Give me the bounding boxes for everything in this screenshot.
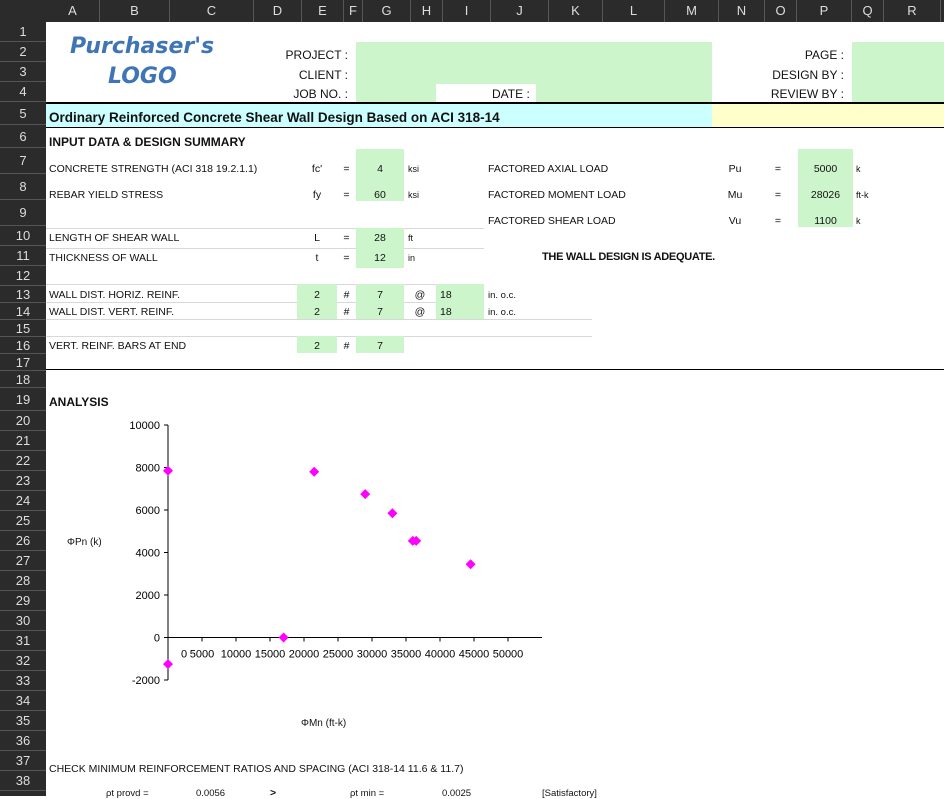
- fc-label: CONCRETE STRENGTH (ACI 318 19.2.1.1): [49, 163, 258, 175]
- row-header-17[interactable]: 17: [0, 354, 46, 371]
- column-header-j[interactable]: J: [491, 0, 549, 22]
- mu-eq: =: [774, 189, 782, 201]
- x-tick-label: 15000: [254, 648, 286, 661]
- rho-provided-label: ρt provd =: [106, 788, 149, 799]
- row-header-11[interactable]: 11: [0, 246, 46, 266]
- interaction-diagram-chart: [46, 410, 566, 740]
- row-header-2[interactable]: 2: [0, 42, 46, 62]
- data-point: [360, 489, 370, 499]
- job-no-label: JOB NO. :: [293, 87, 348, 101]
- horiz-hash: #: [343, 289, 350, 301]
- data-point: [163, 659, 173, 669]
- gridline: [46, 228, 484, 229]
- column-header-b[interactable]: B: [100, 0, 170, 22]
- row-header-21[interactable]: 21: [0, 431, 46, 451]
- y-tick-label: 8000: [135, 462, 160, 475]
- y-tick-label: -2000: [131, 675, 160, 687]
- logo-line1: Purchaser's: [70, 34, 215, 59]
- x-tick-label: 30000: [356, 648, 388, 661]
- vu-eq: =: [774, 215, 782, 227]
- row-header-16[interactable]: 16: [0, 337, 46, 354]
- row-header-31[interactable]: 31: [0, 631, 46, 651]
- column-header-bar: [0, 0, 944, 22]
- L-label: LENGTH OF SHEAR WALL: [49, 232, 180, 244]
- row-header-36[interactable]: 36: [0, 731, 46, 751]
- fy-unit: ksi: [408, 190, 419, 200]
- gridline: [46, 302, 484, 303]
- sheet-title: Ordinary Reinforced Concrete Shear Wall Design Based on ACI 318-14: [49, 110, 500, 125]
- vert-unit: in. o.c.: [488, 307, 516, 318]
- row-header-37[interactable]: 37: [0, 751, 46, 771]
- column-header-m[interactable]: M: [665, 0, 719, 22]
- L-unit: ft: [408, 233, 414, 243]
- comparison-sign: >: [270, 787, 277, 799]
- design-by-label: DESIGN BY :: [772, 68, 844, 82]
- row-header-6[interactable]: 6: [0, 125, 46, 148]
- row-header-4[interactable]: 4: [0, 82, 46, 102]
- column-header-r[interactable]: R: [884, 0, 941, 22]
- column-header-q[interactable]: Q: [852, 0, 884, 22]
- end-label: VERT. REINF. BARS AT END: [49, 340, 187, 352]
- x-tick-label: 25000: [322, 648, 354, 661]
- column-header-p[interactable]: P: [797, 0, 852, 22]
- vu-symbol: Vu: [728, 215, 742, 227]
- vert-spacing[interactable]: 18: [440, 306, 452, 318]
- row-header-38[interactable]: 38: [0, 771, 46, 791]
- project-label: PROJECT :: [285, 48, 348, 62]
- fy-value[interactable]: 60: [374, 189, 386, 201]
- vert-at: @: [414, 306, 426, 318]
- vert-bar[interactable]: 7: [377, 306, 383, 318]
- pu-label: FACTORED AXIAL LOAD: [488, 163, 609, 175]
- fc-value[interactable]: 4: [377, 163, 383, 175]
- vert-hash: #: [343, 306, 350, 318]
- page-field[interactable]: [852, 42, 944, 102]
- fy-label: REBAR YIELD STRESS: [49, 189, 164, 201]
- vert-label: WALL DIST. VERT. REINF.: [49, 306, 175, 318]
- pu-eq: =: [774, 163, 782, 175]
- vu-value[interactable]: 1100: [814, 215, 837, 227]
- row-header-9[interactable]: 9: [0, 200, 46, 226]
- row-header-22[interactable]: 22: [0, 451, 46, 471]
- data-point: [309, 467, 319, 477]
- row-header-5[interactable]: 5: [0, 102, 46, 125]
- column-header-a[interactable]: A: [46, 0, 100, 22]
- x-tick-label: 35000: [390, 648, 422, 661]
- row-header-28[interactable]: 28: [0, 571, 46, 591]
- vu-unit: k: [856, 216, 861, 226]
- data-point: [387, 508, 397, 518]
- row-header-1[interactable]: 1: [0, 22, 46, 42]
- row-header-10[interactable]: 10: [0, 226, 46, 246]
- pu-symbol: Pu: [728, 163, 742, 175]
- row-header-3[interactable]: 3: [0, 62, 46, 82]
- t-symbol: t: [315, 252, 319, 264]
- t-value[interactable]: 12: [374, 252, 386, 264]
- mu-value[interactable]: 28026: [810, 189, 841, 201]
- row-header-8[interactable]: 8: [0, 174, 46, 200]
- title-bg-right: [712, 104, 944, 127]
- x-tick-label: 5000: [189, 648, 215, 661]
- t-unit: in: [408, 253, 416, 263]
- fy-eq: =: [343, 189, 350, 201]
- column-header-d[interactable]: D: [254, 0, 302, 22]
- row-header-35[interactable]: 35: [0, 711, 46, 731]
- horiz-bar[interactable]: 7: [377, 289, 383, 301]
- chart-ylabel: ΦPn (k): [67, 537, 102, 548]
- date-label: DATE :: [492, 87, 530, 101]
- row-header-29[interactable]: 29: [0, 591, 46, 611]
- client-label: CLIENT :: [298, 68, 348, 82]
- x-tick-label: 0: [180, 648, 188, 661]
- row-header-bar: [0, 22, 46, 796]
- vu-label: FACTORED SHEAR LOAD: [488, 215, 616, 227]
- horiz-label: WALL DIST. HORIZ. REINF.: [49, 289, 181, 301]
- sheet-grid: [46, 22, 944, 799]
- check-status: [Satisfactory]: [542, 788, 597, 799]
- horiz-spacing[interactable]: 18: [440, 289, 452, 301]
- horiz-unit: in. o.c.: [488, 290, 516, 301]
- row-header-33[interactable]: 33: [0, 671, 46, 691]
- design-result: THE WALL DESIGN IS ADEQUATE.: [542, 251, 715, 263]
- t-label: THICKNESS OF WALL: [49, 252, 158, 264]
- column-header-e[interactable]: E: [302, 0, 344, 22]
- input-section-heading: INPUT DATA & DESIGN SUMMARY: [49, 135, 246, 149]
- row-header-19[interactable]: 19: [0, 388, 46, 411]
- row-header-13[interactable]: 13: [0, 286, 46, 303]
- column-header-n[interactable]: N: [719, 0, 765, 22]
- column-header-g[interactable]: G: [363, 0, 411, 22]
- section-separator: [46, 369, 944, 370]
- fc-unit: ksi: [408, 164, 419, 174]
- mu-label: FACTORED MOMENT LOAD: [488, 189, 626, 201]
- chart-xlabel: ΦMn (ft-k): [301, 718, 347, 729]
- row-header-26[interactable]: 26: [0, 531, 46, 551]
- end-hash: #: [343, 340, 350, 352]
- check-heading: CHECK MINIMUM REINFORCEMENT RATIOS AND SPACING (ACI 318-14 11.6 & 11.7): [49, 763, 464, 775]
- y-tick-label: 0: [153, 632, 160, 645]
- row-header-20[interactable]: 20: [0, 411, 46, 431]
- row-header-32[interactable]: 32: [0, 651, 46, 671]
- fc-eq: =: [343, 163, 350, 175]
- row-header-7[interactable]: 7: [0, 148, 46, 174]
- y-tick-label: 10000: [129, 420, 160, 432]
- column-header-c[interactable]: C: [170, 0, 254, 22]
- fy-symbol: fy: [312, 189, 322, 201]
- rho-provided-value: 0.0056: [196, 788, 226, 799]
- horiz-count[interactable]: 2: [314, 289, 320, 301]
- review-by-label: REVIEW BY :: [770, 87, 844, 101]
- x-tick-label: 50000: [492, 648, 524, 661]
- y-tick-label: 6000: [135, 505, 160, 517]
- column-header-k[interactable]: K: [549, 0, 603, 22]
- row-header-27[interactable]: 27: [0, 551, 46, 571]
- row-header-12[interactable]: 12: [0, 266, 46, 286]
- row-header-34[interactable]: 34: [0, 691, 46, 711]
- column-header-l[interactable]: L: [603, 0, 665, 22]
- vert-count[interactable]: 2: [314, 306, 320, 318]
- gridline: [46, 284, 484, 285]
- pu-unit: k: [856, 164, 861, 174]
- row-header-18[interactable]: 18: [0, 371, 46, 388]
- row-header-23[interactable]: 23: [0, 471, 46, 491]
- analysis-heading: ANALYSIS: [49, 395, 109, 409]
- row-header-24[interactable]: 24: [0, 491, 46, 511]
- L-symbol: L: [314, 232, 320, 244]
- end-bar[interactable]: 7: [377, 340, 383, 352]
- pu-value[interactable]: 5000: [813, 163, 838, 175]
- logo-line2: LOGO: [108, 64, 177, 89]
- mu-symbol: Mu: [727, 189, 743, 201]
- x-tick-label: 10000: [220, 648, 252, 661]
- mu-unit: ft-k: [856, 190, 869, 200]
- x-tick-label: 40000: [424, 648, 456, 661]
- title-border-bottom: [46, 127, 944, 128]
- gridline: [46, 319, 592, 320]
- row-header-25[interactable]: 25: [0, 511, 46, 531]
- y-tick-label: 2000: [135, 590, 160, 602]
- rho-min-value: 0.0025: [442, 788, 472, 799]
- x-tick-label: 45000: [458, 648, 490, 661]
- data-point: [466, 559, 476, 569]
- x-tick-label: 20000: [288, 648, 320, 661]
- page-label: PAGE :: [804, 48, 844, 62]
- L-eq: =: [343, 232, 350, 244]
- L-value[interactable]: 28: [374, 232, 386, 244]
- data-point: [279, 633, 289, 643]
- y-tick-label: 4000: [135, 547, 160, 560]
- column-header-i[interactable]: I: [443, 0, 491, 22]
- fc-symbol: fc': [311, 163, 323, 175]
- column-header-f[interactable]: F: [344, 0, 363, 22]
- end-count[interactable]: 2: [314, 340, 320, 352]
- row-header-30[interactable]: 30: [0, 611, 46, 631]
- column-header-h[interactable]: H: [411, 0, 443, 22]
- rho-min-label: ρt min =: [350, 788, 385, 799]
- t-eq: =: [343, 252, 350, 264]
- column-header-o[interactable]: O: [765, 0, 797, 22]
- row-header-14[interactable]: 14: [0, 303, 46, 320]
- gridline: [46, 248, 484, 249]
- horiz-at: @: [414, 289, 426, 301]
- row-header-15[interactable]: 15: [0, 320, 46, 337]
